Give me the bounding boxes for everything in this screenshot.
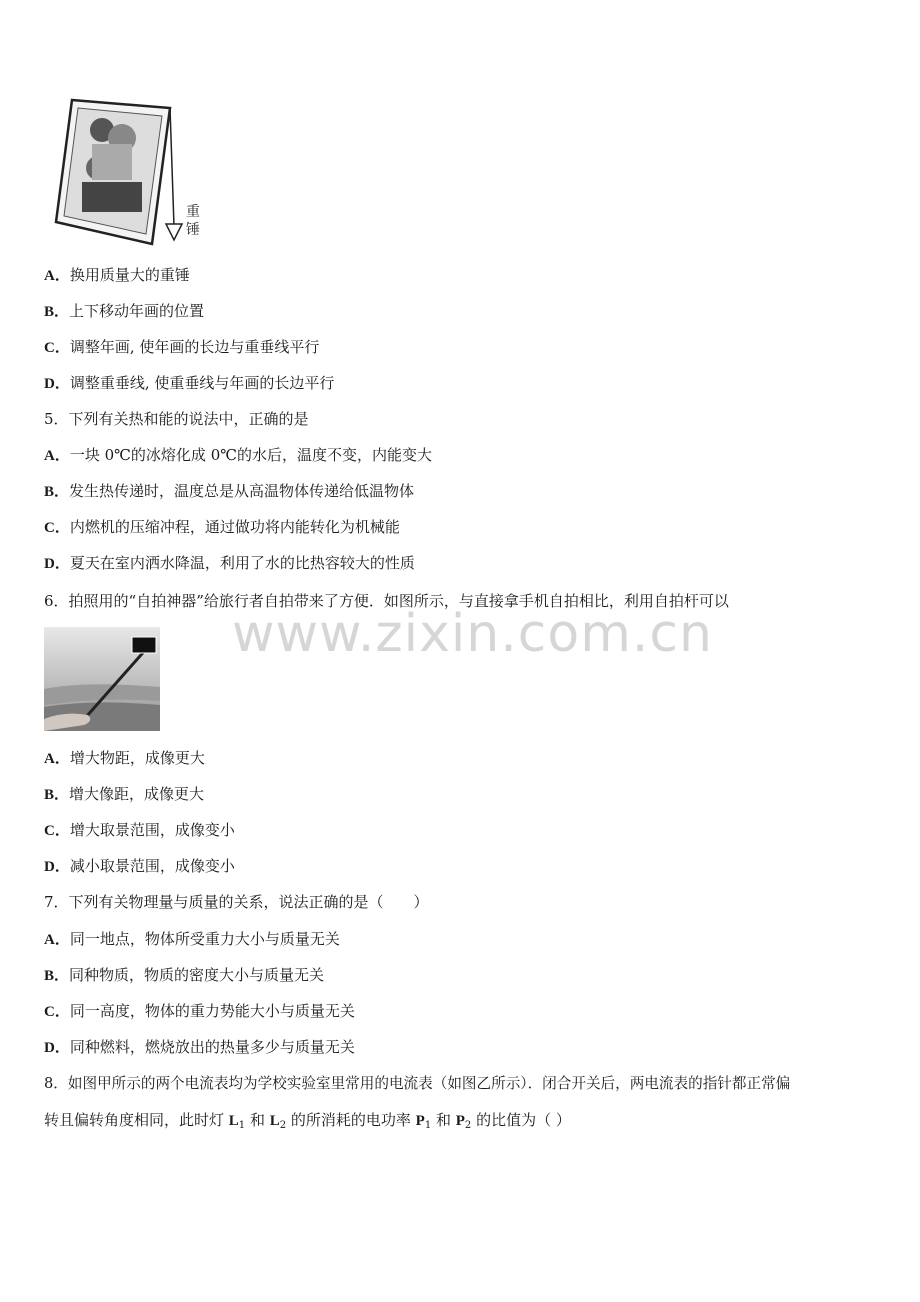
q7-option-b: B．同种物质，物质的密度大小与质量无关 xyxy=(44,966,325,984)
q5-stem: 5．下列有关热和能的说法中，正确的是 xyxy=(44,410,309,428)
q5-option-c: C．内燃机的压缩冲程，通过做功将内能转化为机械能 xyxy=(44,518,400,536)
q5-option-b: B．发生热传递时，温度总是从高温物体传递给低温物体 xyxy=(44,482,415,500)
selfie-stick-photo xyxy=(44,627,160,731)
watermark: www.zixin.com.cn xyxy=(232,604,713,664)
figure-label-bottom: 锤 xyxy=(186,222,200,238)
q7-option-c: C．同一高度，物体的重力势能大小与质量无关 xyxy=(44,1002,355,1020)
q8-stem-line1: 8．如图甲所示的两个电流表均为学校实验室里常用的电流表（如图乙所示）．闭合开关后，两电流表的指针都正常偏 xyxy=(44,1075,791,1092)
q5-option-d: D．夏天在室内洒水降温，利用了水的比热容较大的性质 xyxy=(44,554,415,572)
q7-option-a: A．同一地点，物体所受重力大小与质量无关 xyxy=(44,930,340,948)
q8-stem-line2: 转且偏转角度相同，此时灯 $L_1$ 和 $L_2$ 的所消耗的电功率 $P_1$ 和 $P_2$ 的比值为（ ） xyxy=(44,1111,571,1131)
q4-option-a: A．换用质量大的重锤 xyxy=(44,266,190,284)
q5-option-a: A．一块 0℃的冰熔化成 0℃的水后，温度不变，内能变大 xyxy=(44,446,433,464)
new-year-picture-figure xyxy=(52,94,212,246)
q7-option-d: D．同种燃料，燃烧放出的热量多少与质量无关 xyxy=(44,1038,355,1056)
figure-label-top: 重 xyxy=(186,204,200,220)
q7-stem: 7．下列有关物理量与质量的关系，说法正确的是（ ） xyxy=(44,893,429,911)
q6-option-b: B．增大像距，成像更大 xyxy=(44,785,205,803)
q6-option-d: D．减小取景范围，成像变小 xyxy=(44,857,235,875)
q4-option-c: C．调整年画, 使年画的长边与重垂线平行 xyxy=(44,338,320,356)
q6-option-a: A．增大物距，成像更大 xyxy=(44,749,205,767)
q4-option-d: D．调整重垂线, 使重垂线与年画的长边平行 xyxy=(44,374,335,392)
q6-option-c: C．增大取景范围，成像变小 xyxy=(44,821,235,839)
q4-option-b: B．上下移动年画的位置 xyxy=(44,302,205,320)
q6-stem: 6．拍照用的“自拍神器”给旅行者自拍带来了方便．如图所示，与直接拿手机自拍相比，利用自拍杆可以 xyxy=(44,592,729,610)
